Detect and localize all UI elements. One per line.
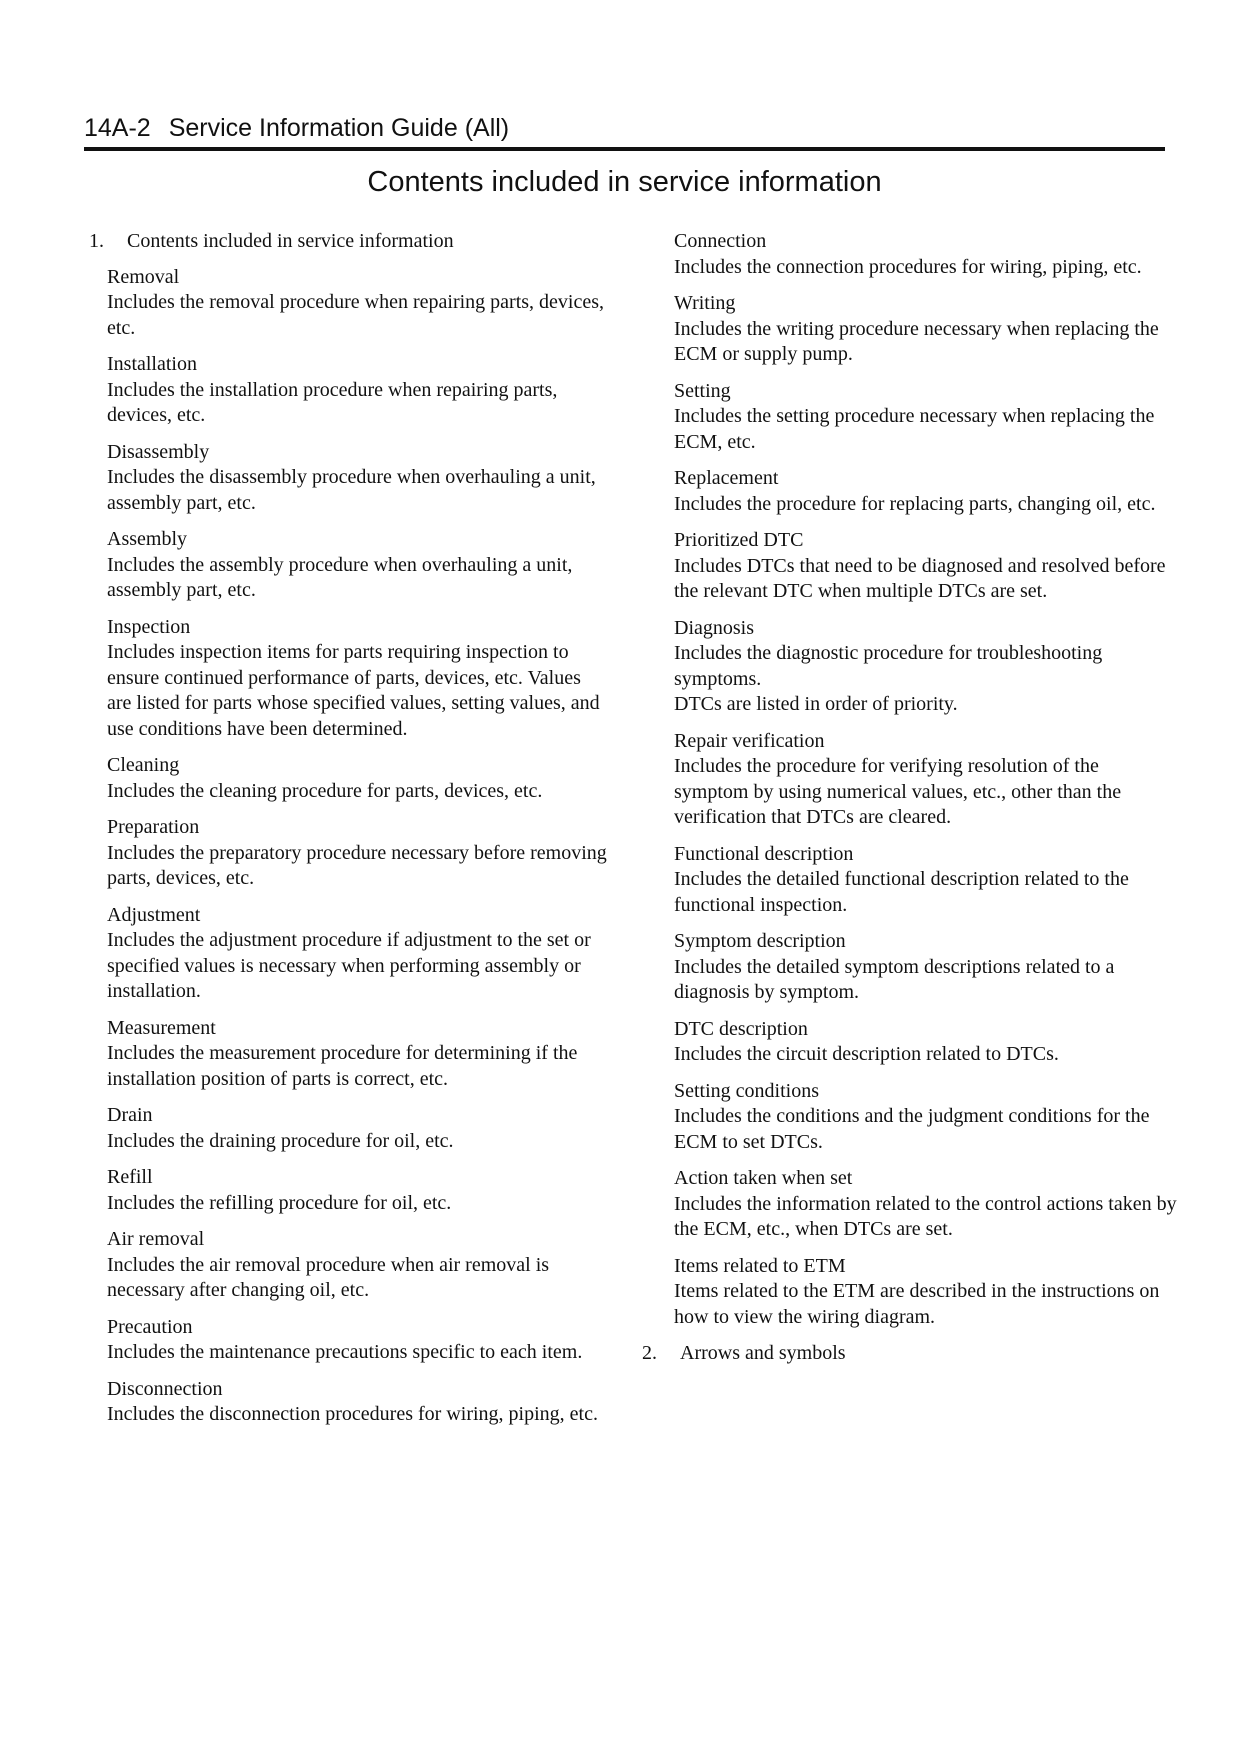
item-connection: [674, 229, 1178, 280]
item-description: Includes the cleaning procedure for parts, devices, etc.: [107, 779, 543, 802]
item-adjustment: [107, 903, 609, 1005]
item-heading: Inspection: [107, 615, 191, 638]
item-functional-description: [674, 842, 1178, 919]
item-heading: Replacement: [674, 467, 779, 489]
item-description: Includes the disconnection procedures for wiring, piping, etc.: [107, 1403, 598, 1425]
item-description: Includes the circuit description related to DTCs.: [674, 1043, 1059, 1065]
item-heading: Disconnection: [107, 1377, 223, 1400]
item-setting: [674, 379, 1178, 456]
item-dtc-description: [674, 1017, 1178, 1068]
item-drain: [107, 1103, 609, 1154]
item-description: Includes the setting procedure necessary when replacing the ECM, etc.: [674, 405, 1155, 453]
item-installation: [107, 352, 609, 429]
item-heading: Disassembly: [107, 440, 210, 463]
item-heading: Air removal: [107, 1228, 205, 1250]
item-measurement: [107, 1016, 609, 1093]
page-title: Contents included in service information: [367, 166, 882, 198]
guide-title: Service Information Guide (All): [168, 114, 510, 142]
item-heading: Repair verification: [674, 729, 825, 752]
item-heading: Prioritized DTC: [674, 529, 804, 551]
item-description: Includes inspection items for parts requiring inspection to ensure continued performance of parts, devices, etc. Values are listed for parts whose specified values, setting values, and use conditions have been determined.: [107, 641, 600, 740]
item-description: Includes the removal procedure when repairing parts, devices, etc.: [107, 291, 605, 339]
item-description: Includes the adjustment procedure if adjustment to the set or specified values is necessary when performing assembly or installation.: [107, 929, 591, 1002]
item-description: Includes the conditions and the judgment conditions for the ECM to set DTCs.: [674, 1105, 1150, 1153]
right-column: [642, 229, 1178, 1367]
item-inspection: [107, 615, 609, 743]
item-symptom-description: [674, 929, 1178, 1006]
item-description: Includes the detailed symptom descriptions related to a diagnosis by symptom.: [674, 955, 1115, 1003]
item-description: Includes the procedure for verifying resolution of the symptom by using numerical values, etc., other than the verification that DTCs are cleared.: [674, 755, 1122, 828]
item-preparation: [107, 815, 609, 892]
left-item-list: [107, 265, 609, 1428]
item-heading: Functional description: [674, 842, 854, 865]
item-description: Includes the procedure for replacing parts, changing oil, etc.: [674, 492, 1156, 515]
item-description: Includes DTCs that need to be diagnosed and resolved before the relevant DTC when multiple DTCs are set.: [674, 554, 1166, 602]
item-air-removal: [107, 1227, 609, 1304]
item-heading: Precaution: [107, 1315, 193, 1338]
item-description: Items related to the ETM are described in the instructions on how to view the wiring diagram.: [674, 1280, 1160, 1328]
item-description: Includes the information related to the control actions taken by the ECM, etc., when DTCs are set.: [674, 1192, 1177, 1240]
page-number: 14A-2: [84, 114, 151, 142]
item-description: Includes the diagnostic procedure for troubleshooting symptoms.: [674, 642, 1103, 690]
item-action-taken-when-set: [674, 1166, 1178, 1243]
item-heading: Installation: [107, 353, 197, 375]
item-disconnection: [107, 1377, 609, 1428]
item-heading: Setting: [674, 379, 731, 402]
item-diagnosis: [674, 616, 1178, 718]
right-item-list: [674, 229, 1178, 1330]
item-heading: Items related to ETM: [674, 1254, 846, 1277]
item-description-extra: DTCs are listed in order of priority.: [674, 693, 958, 715]
item-description: Includes the installation procedure when repairing parts, devices, etc.: [107, 378, 558, 426]
item-description: Includes the writing procedure necessary when replacing the ECM or supply pump.: [674, 317, 1159, 365]
section-2-heading: [642, 1341, 1178, 1367]
item-description: Includes the air removal procedure when air removal is necessary after changing oil, etc.: [107, 1253, 550, 1301]
item-description: Includes the refilling procedure for oil, etc.: [107, 1191, 452, 1214]
item-description: Includes the disassembly procedure when overhauling a unit, assembly part, etc.: [107, 466, 596, 514]
item-description: Includes the measurement procedure for determining if the installation position of parts is correct, etc.: [107, 1042, 578, 1090]
item-description: Includes the preparatory procedure necessary before removing parts, devices, etc.: [107, 841, 607, 889]
item-cleaning: [107, 753, 609, 804]
item-repair-verification: [674, 729, 1178, 831]
item-description: Includes the detailed functional description related to the functional inspection.: [674, 868, 1129, 916]
item-heading: Assembly: [107, 528, 187, 550]
item-heading: Setting conditions: [674, 1079, 819, 1102]
item-heading: Action taken when set: [674, 1167, 853, 1189]
item-heading: Adjustment: [107, 903, 201, 926]
item-writing: [674, 291, 1178, 368]
item-disassembly: [107, 440, 609, 517]
item-heading: Cleaning: [107, 754, 180, 776]
item-setting-conditions: [674, 1079, 1178, 1156]
item-description: Includes the connection procedures for wiring, piping, etc.: [674, 255, 1142, 278]
item-replacement: [674, 466, 1178, 517]
item-heading: Connection: [674, 230, 767, 252]
item-prioritized-dtc: [674, 528, 1178, 605]
section-1-number: 1.: [89, 230, 104, 252]
page-header: [84, 110, 1165, 151]
item-description: Includes the maintenance precautions specific to each item.: [107, 1341, 583, 1363]
section-2-label: Arrows and symbols: [680, 1342, 846, 1364]
section-1-label: Contents included in service information: [127, 230, 454, 252]
item-removal: [107, 265, 609, 342]
item-heading: Symptom description: [674, 930, 846, 952]
item-precaution: [107, 1315, 609, 1366]
item-heading: Removal: [107, 265, 180, 288]
left-column: [89, 229, 609, 1439]
item-heading: Refill: [107, 1166, 153, 1188]
section-2-number: 2.: [642, 1342, 657, 1364]
section-1-heading: [89, 229, 609, 255]
item-heading: Measurement: [107, 1016, 216, 1039]
item-items-related-to-etm: [674, 1254, 1178, 1331]
item-assembly: [107, 527, 609, 604]
item-heading: Preparation: [107, 816, 200, 838]
item-heading: Writing: [674, 292, 736, 314]
item-heading: Drain: [107, 1104, 153, 1126]
item-description: Includes the draining procedure for oil, etc.: [107, 1129, 454, 1152]
item-refill: [107, 1165, 609, 1216]
item-heading: DTC description: [674, 1017, 808, 1040]
item-heading: Diagnosis: [674, 616, 754, 639]
item-description: Includes the assembly procedure when overhauling a unit, assembly part, etc.: [107, 553, 573, 601]
